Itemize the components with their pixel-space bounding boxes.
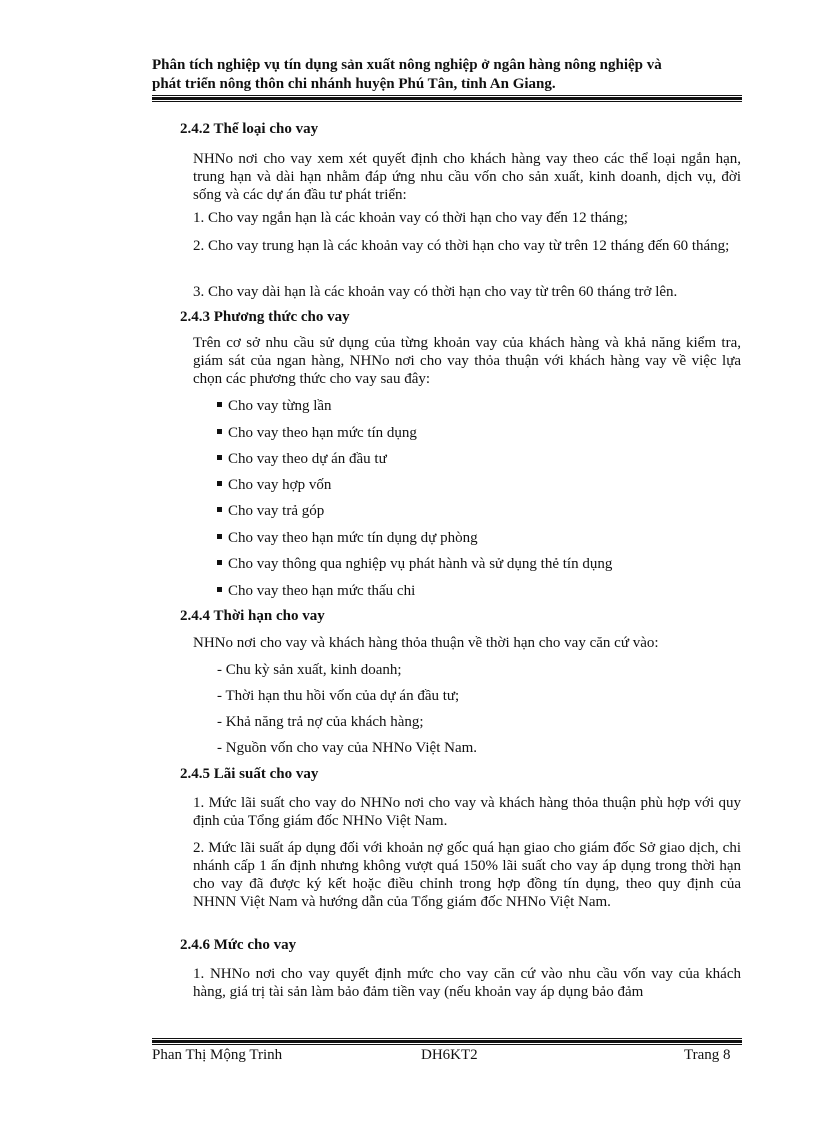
- list-item: Cho vay hợp vốn: [217, 476, 331, 494]
- footer-page-number: Trang 8: [684, 1047, 731, 1063]
- list-item: Cho vay từng lần: [217, 397, 332, 415]
- bullet-square-icon: [217, 429, 222, 434]
- header-title-line2: phát triển nông thôn chi nhánh huyện Phú Tân, tỉnh An Giang.: [152, 76, 556, 92]
- bullet-square-icon: [217, 402, 222, 407]
- list-item: Cho vay theo dự án đầu tư: [217, 450, 387, 468]
- list-item: - Khả năng trả nợ của khách hàng;: [217, 714, 424, 730]
- footer-rule: [152, 1038, 742, 1045]
- paragraph-2-4-2-item2: 2. Cho vay trung hạn là các khoản vay có thời hạn cho vay từ trên 12 tháng đến 60 tháng;: [193, 238, 730, 254]
- section-heading-2-4-6: 2.4.6 Mức cho vay: [180, 937, 297, 953]
- paragraph-2-4-6-item1: 1. NHNo nơi cho vay quyết định mức cho vay căn cứ vào nhu cầu vốn vay của khách hàng, giá trị tài sản làm bảo đảm tiền vay (nếu khoản vay áp dụng bảo đảm: [193, 966, 741, 1000]
- bullet-square-icon: [217, 560, 222, 565]
- list-item: - Thời hạn thu hồi vốn của dự án đầu tư;: [217, 688, 460, 704]
- bullet-square-icon: [217, 455, 222, 460]
- list-item: Cho vay trả góp: [217, 502, 324, 520]
- list-item: Cho vay theo hạn mức thấu chi: [217, 582, 415, 600]
- section-heading-2-4-5: 2.4.5 Lãi suất cho vay: [180, 766, 319, 782]
- paragraph-2-4-3-intro: Trên cơ sở nhu cầu sử dụng của từng khoản vay của khách hàng và khả năng kiểm tra, giám sát của ngan hàng, NHNo nơi cho vay thỏa thuận với khách hàng vay về việc lựa chọn các phương thức cho vay sau đây:: [193, 335, 741, 387]
- footer-author: Phan Thị Mộng Trinh: [152, 1047, 283, 1063]
- list-item: - Chu kỳ sản xuất, kinh doanh;: [217, 662, 402, 678]
- paragraph-2-4-2-item3: 3. Cho vay dài hạn là các khoản vay có thời hạn cho vay từ trên 60 tháng trở lên.: [193, 284, 678, 300]
- section-heading-2-4-4: 2.4.4 Thời hạn cho vay: [180, 608, 325, 624]
- list-item: Cho vay theo hạn mức tín dụng dự phòng: [217, 529, 478, 547]
- paragraph-2-4-5-item1: 1. Mức lãi suất cho vay do NHNo nơi cho vay và khách hàng thỏa thuận phù hợp với quy định của Tổng giám đốc NHNo Việt Nam.: [193, 795, 741, 829]
- list-item: Cho vay theo hạn mức tín dụng: [217, 424, 417, 442]
- section-heading-2-4-3: 2.4.3 Phương thức cho vay: [180, 309, 350, 325]
- paragraph-2-4-5-item2: 2. Mức lãi suất áp dụng đối với khoản nợ gốc quá hạn giao cho giám đốc Sở giao dịch, chi nhánh cấp 1 ấn định nhưng không vượt quá 150% lãi suất cho vay áp dụng trong thời hạn cho vay đã được ký kết hoặc điều chỉnh trong hợp đồng tín dụng, theo quy định của NHNN Việt Nam và hướng dẫn của Tổng giám đốc NHNo Việt Nam.: [193, 840, 741, 910]
- footer-class: DH6KT2: [421, 1047, 478, 1063]
- bullet-square-icon: [217, 507, 222, 512]
- paragraph-2-4-4-intro: NHNo nơi cho vay và khách hàng thỏa thuận về thời hạn cho vay căn cứ vào:: [193, 635, 659, 651]
- bullet-square-icon: [217, 587, 222, 592]
- bullet-square-icon: [217, 534, 222, 539]
- header-title-line1: Phân tích nghiệp vụ tín dụng sản xuất nông nghiệp ở ngân hàng nông nghiệp và: [152, 57, 662, 73]
- list-item: Cho vay thông qua nghiệp vụ phát hành và sử dụng thẻ tín dụng: [217, 555, 612, 573]
- list-item: - Nguồn vốn cho vay của NHNo Việt Nam.: [217, 740, 478, 756]
- section-heading-2-4-2: 2.4.2 Thể loại cho vay: [180, 121, 319, 137]
- paragraph-2-4-2-intro: NHNo nơi cho vay xem xét quyết định cho khách hàng vay theo các thể loại ngắn hạn, trung hạn và dài hạn nhằm đáp ứng nhu cầu vốn cho sản xuất, kinh doanh, dịch vụ, đời sống và các dự án đầu tư phát triển:: [193, 151, 741, 203]
- bullet-square-icon: [217, 481, 222, 486]
- paragraph-2-4-2-item1: 1. Cho vay ngắn hạn là các khoản vay có thời hạn cho vay đến 12 tháng;: [193, 210, 628, 226]
